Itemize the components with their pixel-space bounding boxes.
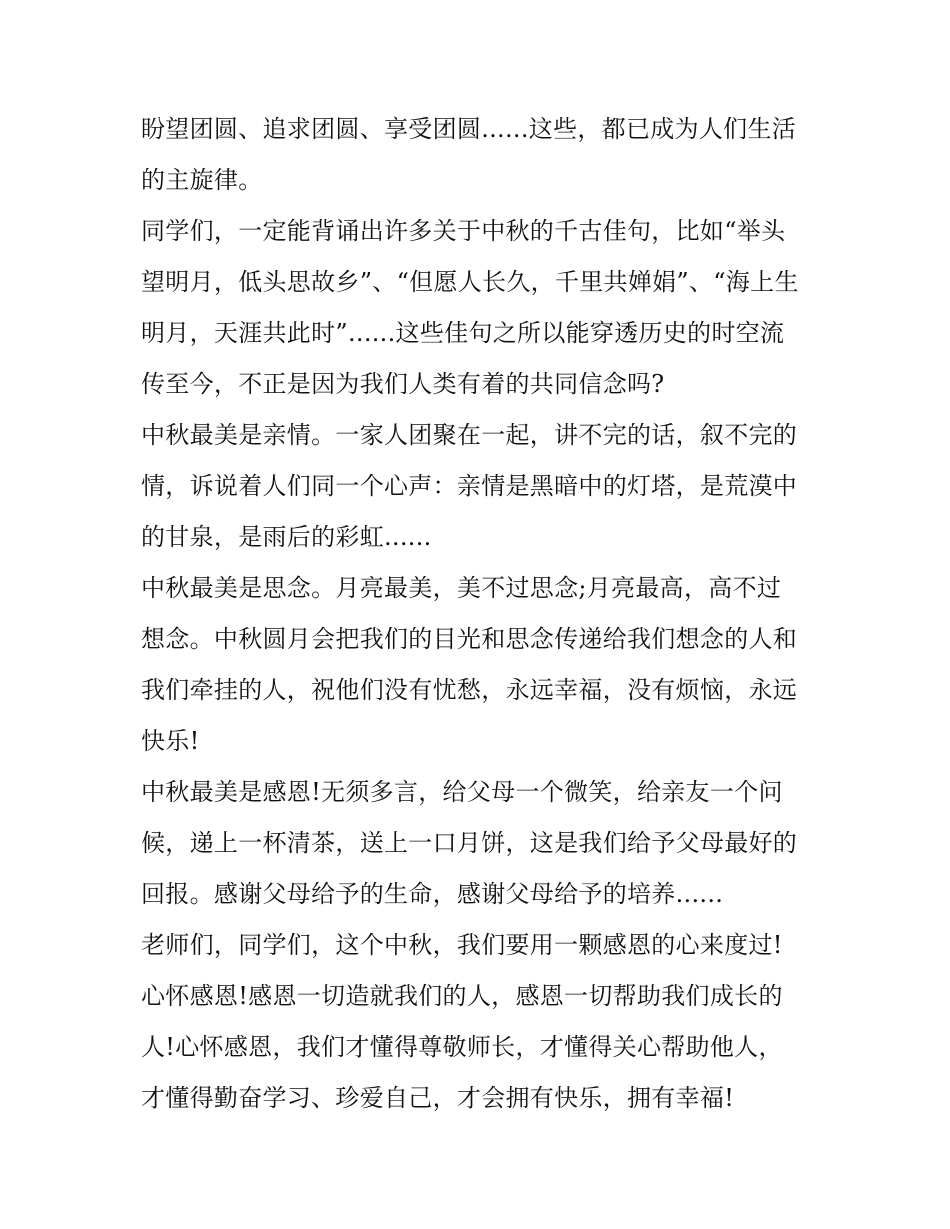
text-line: 想念。中秋圆月会把我们的目光和思念传递给我们想念的人和 [141,625,798,653]
text-line: 望明月，低头思故乡”、“但愿人长久，千里共婵娟”、“海上生 [141,268,799,296]
text-line: 传至今，不正是因为我们人类有着的共同信念吗? [141,370,665,398]
text-line: 老师们，同学们，这个中秋，我们要用一颗感恩的心来度过! [141,931,783,959]
text-line: 候，递上一杯清茶，送上一口月饼，这是我们给予父母最好的 [141,829,798,857]
text-line: 中秋最美是感恩!无须多言，给父母一个微笑，给亲友一个问 [141,778,783,806]
text-line: 的主旋律。 [141,166,263,194]
text-line: 我们牵挂的人，祝他们没有忧愁，永远幸福，没有烦恼，永远 [141,676,798,704]
text-line: 人!心怀感恩，我们才懂得尊敬师长，才懂得关心帮助他人， [141,1033,783,1061]
text-line: 回报。感谢父母给予的生命，感谢父母给予的培养...... [141,880,724,908]
text-line: 明月，天涯共此时”......这些佳句之所以能穿透历史的时空流 [141,319,785,347]
text-line: 的甘泉，是雨后的彩虹...... [141,523,432,551]
body-text [141,104,821,1124]
text-line: 心怀感恩!感恩一切造就我们的人，感恩一切帮助我们成长的 [141,982,783,1010]
text-line: 盼望团圆、追求团圆、享受团圆......这些，都已成为人们生活 [141,115,797,143]
text-line: 同学们，一定能背诵出许多关于中秋的千古佳句，比如“举头 [141,217,786,245]
text-line: 快乐! [141,727,200,755]
text-line: 才懂得勤奋学习、珍爱自己，才会拥有快乐，拥有幸福! [141,1084,735,1112]
text-line: 中秋最美是亲情。一家人团聚在一起，讲不完的话，叙不完的 [141,421,798,449]
text-line: 情，诉说着人们同一个心声：亲情是黑暗中的灯塔，是荒漠中 [141,472,798,500]
text-line: 中秋最美是思念。月亮最美，美不过思念;月亮最高，高不过 [141,574,782,602]
